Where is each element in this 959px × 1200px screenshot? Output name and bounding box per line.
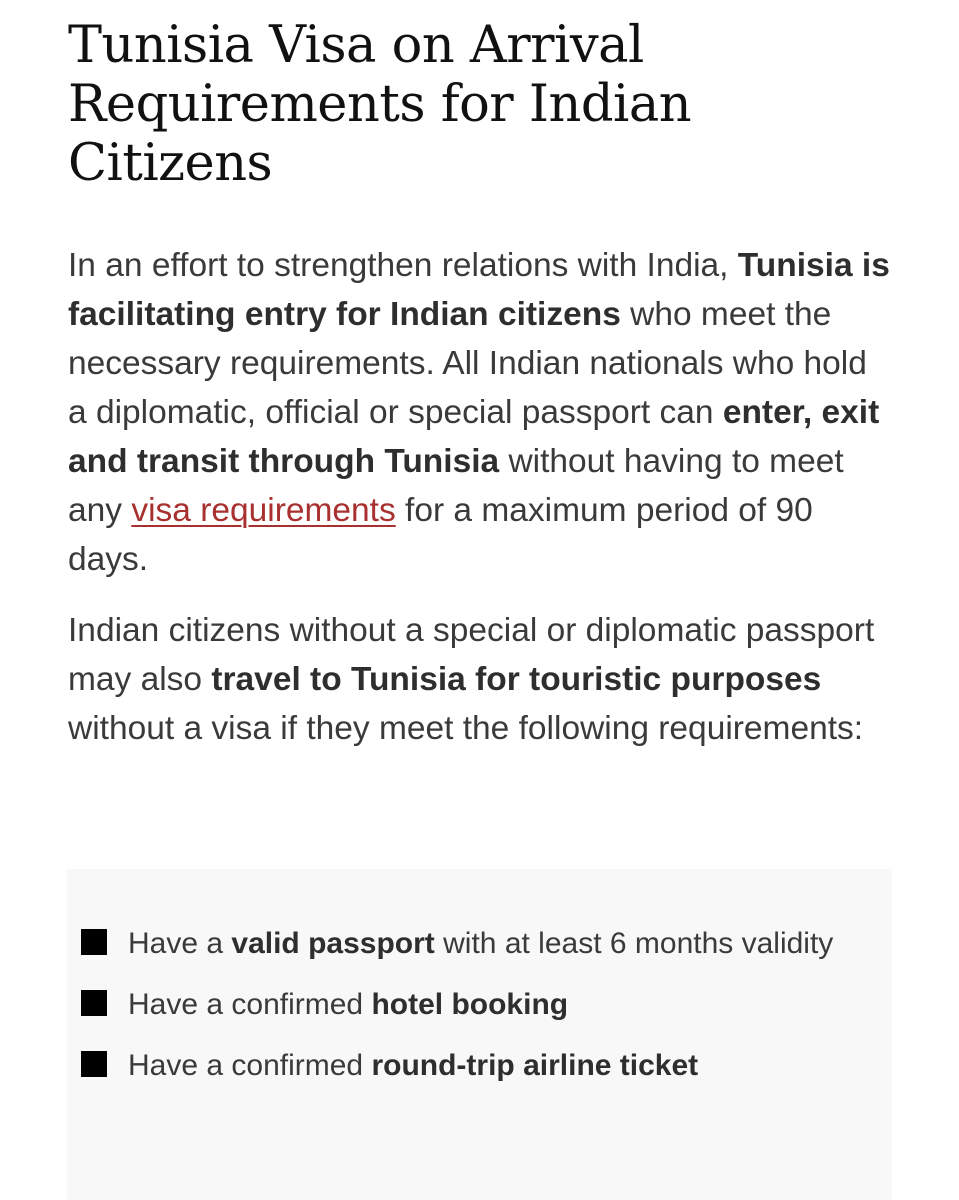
article — [68, 0, 890, 753]
list-item — [67, 1039, 892, 1092]
square-bullet-icon — [81, 929, 107, 955]
square-bullet-icon — [81, 1051, 107, 1077]
para1-text-1: In an effort to strengthen relations with India, — [68, 247, 738, 284]
req-text-bold: hotel booking — [371, 988, 569, 1021]
para2-bold-1: travel to Tunisia for touristic purposes — [211, 661, 822, 698]
para1-text-2: who meet the necessary requirements. All Indian nationals who hold a diplomatic, official or special passport can — [68, 296, 867, 431]
visa-requirements-link[interactable]: visa requirements — [131, 492, 396, 529]
page-title: Tunisia Visa on Arrival Requirements for Indian Citizens — [68, 16, 692, 193]
req-text-post: with at least 6 months validity — [434, 927, 834, 960]
requirements-list — [67, 917, 892, 1100]
req-text-bold: round-trip airline ticket — [371, 1049, 699, 1082]
req-text-pre: Have a — [128, 927, 232, 960]
requirements-box — [67, 869, 892, 1200]
para1-text-4: for a maximum period of 90 days. — [68, 492, 813, 578]
para1-bold-1: Tunisia is facilitating entry for Indian citizens — [68, 247, 890, 333]
para1-text-3: without having to meet any — [68, 443, 844, 529]
para2-text-2: without a visa if they meet the following requirements: — [68, 710, 864, 747]
intro-paragraph — [68, 241, 890, 584]
list-item — [67, 978, 892, 1031]
req-text-bold: valid passport — [231, 927, 435, 960]
para2-text-1: Indian citizens without a special or diplomatic passport may also — [68, 612, 875, 698]
para1-bold-2: enter, exit and transit through Tunisia — [68, 394, 880, 480]
req-text-pre: Have a confirmed — [128, 988, 372, 1021]
list-item — [67, 917, 892, 970]
square-bullet-icon — [81, 990, 107, 1016]
req-text-pre: Have a confirmed — [128, 1049, 372, 1082]
tourist-paragraph — [68, 606, 890, 753]
